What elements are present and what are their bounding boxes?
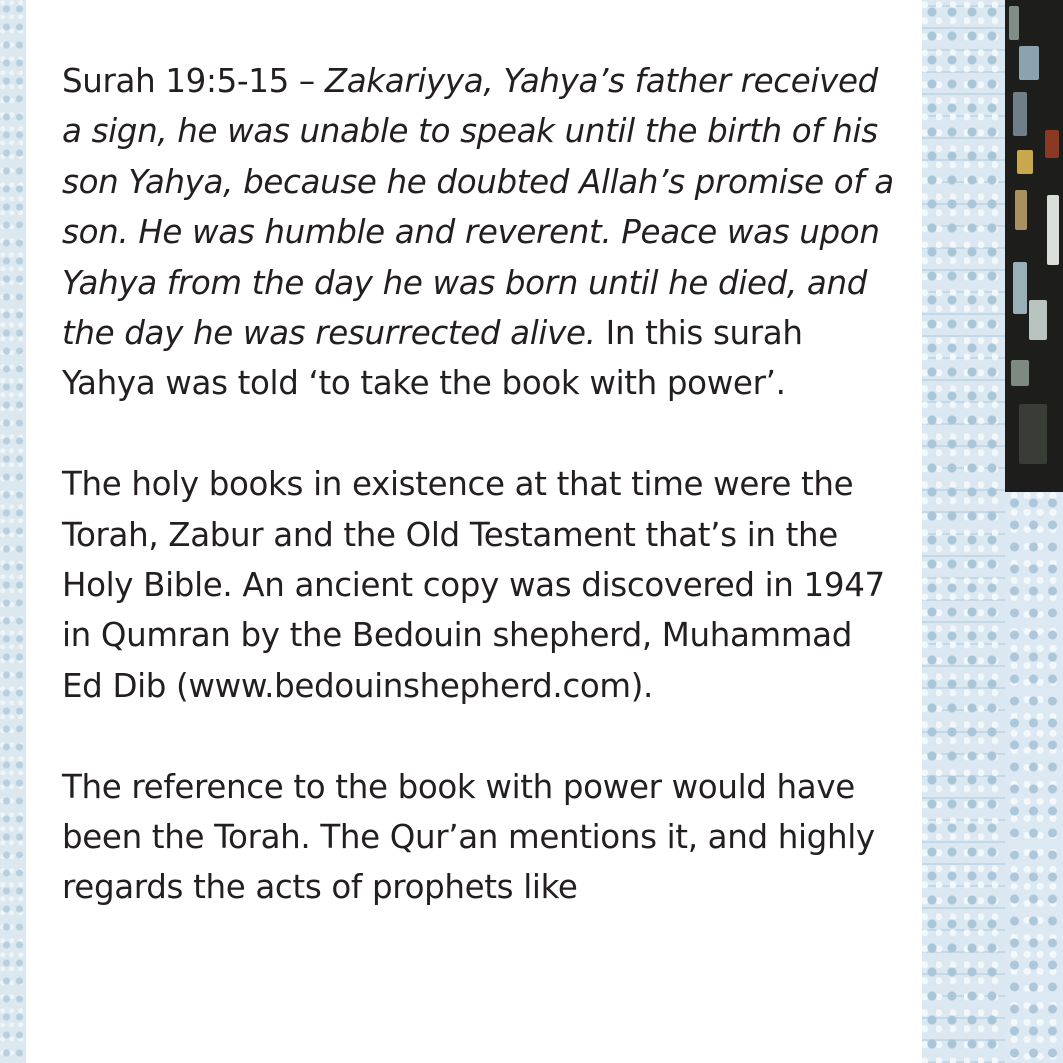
surah-tail: In this surah Yahya was told ‘to take the book with power’. xyxy=(62,314,803,403)
decorative-border-right xyxy=(922,0,1005,1063)
surah-summary: Zakariyya, Yahya’s father received a sign, he was unable to speak until the birth of his son Yahya, because he doubted Allah’s promise of a son. He was humble and reverent. Peace was upon Yahya from the day he was born until he died, and the day he was resurrected alive. xyxy=(62,62,894,353)
decorative-border-left xyxy=(0,0,26,1063)
paragraph-torah: The reference to the book with power would have been the Torah. The Qur’an mentions it, and highly regards the acts of prophets like xyxy=(62,767,875,907)
page-content xyxy=(26,0,922,1063)
body-text xyxy=(62,56,902,963)
decorative-border-far-right xyxy=(1005,492,1063,1063)
paragraph-surah xyxy=(62,56,902,409)
stained-glass-image xyxy=(1005,0,1063,492)
paragraph-holy-books: The holy books in existence at that time were the Torah, Zabur and the Old Testament that’s in the Holy Bible. An ancient copy was discovered in 1947 in Qumran by the Bedouin shepherd, Muhammad Ed Dib (www.bedouinshepherd.com). xyxy=(62,465,885,705)
surah-reference: Surah 19:5-15 – xyxy=(62,62,325,100)
